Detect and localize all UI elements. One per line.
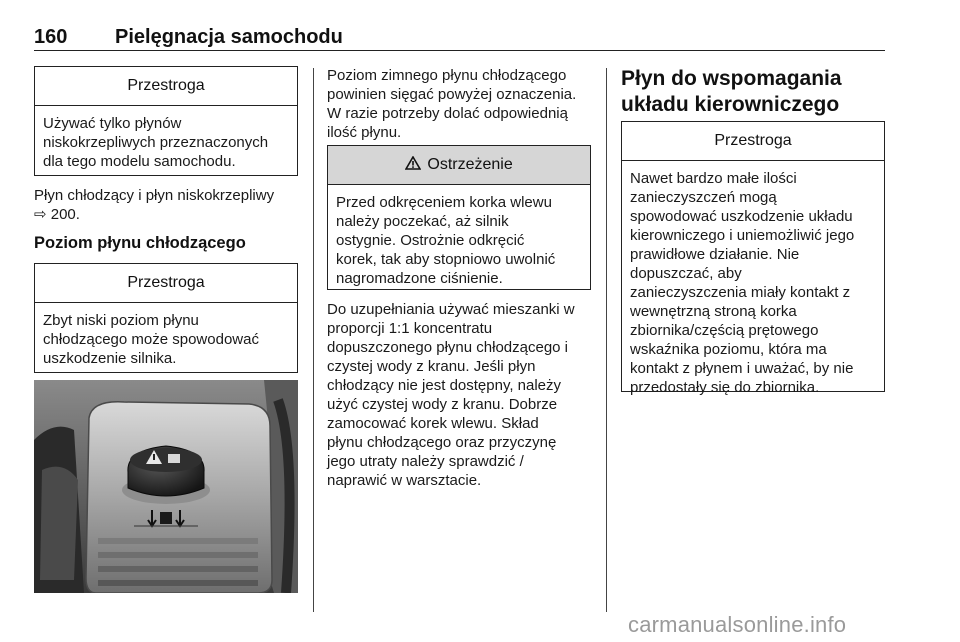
column-divider-1 bbox=[313, 68, 314, 612]
caution-line: uszkodzenie silnika. bbox=[43, 350, 177, 367]
caution-line: wskaźnika poziomu, która ma bbox=[630, 341, 827, 358]
watermark: carmanualsonline.info bbox=[628, 612, 847, 637]
paragraph-line: proporcji 1:1 koncentratu bbox=[327, 320, 493, 337]
caution-body bbox=[35, 303, 297, 368]
caution-box-coolant bbox=[34, 66, 298, 176]
coolant-mixture-paragraph bbox=[327, 300, 602, 490]
warning-line: ostygnie. Ostrożnie odkręcić bbox=[336, 232, 525, 249]
warning-line: Przed odkręceniem korka wlewu bbox=[336, 194, 552, 211]
caution-line: Używać tylko płynów bbox=[43, 115, 182, 132]
warning-body bbox=[328, 185, 590, 288]
caution-box-level bbox=[34, 263, 298, 373]
paragraph-line: czystej wody z kranu. Jeśli płyn bbox=[327, 358, 536, 375]
paragraph-line: ilość płynu. bbox=[327, 124, 402, 141]
paragraph-line: W razie potrzeby dolać odpowiednią bbox=[327, 105, 568, 122]
paragraph-line: użyć czystej wody z kranu. Dobrze bbox=[327, 396, 558, 413]
heading-line: układu kierowniczego bbox=[621, 93, 840, 116]
caution-line: przedostały się do zbiornika. bbox=[630, 379, 820, 396]
caution-body bbox=[622, 161, 884, 397]
warning-triangle-icon bbox=[405, 156, 425, 173]
page-number: 160 bbox=[34, 26, 68, 48]
paragraph-line: dopuszczonego płynu chłodzącego i bbox=[327, 339, 569, 356]
warning-line: należy poczekać, aż silnik bbox=[336, 213, 509, 230]
warning-line: nagromadzone ciśnienie. bbox=[336, 270, 503, 287]
paragraph-line: chłodzący nie jest dostępny, należy bbox=[327, 377, 562, 394]
caution-line: niskokrzepliwych przeznaczonych bbox=[43, 134, 269, 151]
paragraph-line: naprawić w warsztacie. bbox=[327, 472, 482, 489]
coolant-reference-paragraph bbox=[34, 186, 304, 224]
caution-heading: Przestroga bbox=[622, 122, 884, 161]
caution-line: zbiornika/częścią prętowego bbox=[630, 322, 819, 339]
caution-line: zanieczyszczeń mogą bbox=[630, 189, 777, 206]
coolant-reservoir-illustration bbox=[34, 380, 298, 593]
page-title: Pielęgnacja samochodu bbox=[115, 26, 343, 48]
section-subheading: Poziom płynu chłodzącego bbox=[34, 234, 246, 252]
warning-heading-text: Ostrzeżenie bbox=[427, 156, 513, 173]
caution-box-steering bbox=[621, 121, 885, 396]
section-heading-power-steering bbox=[621, 66, 885, 118]
caution-line: prawidłowe działanie. Nie bbox=[630, 246, 800, 263]
caution-line: kontakt z płynem i uważać, by nie bbox=[630, 360, 854, 377]
column-divider-2 bbox=[606, 68, 607, 612]
paragraph-line: Do uzupełniania używać mieszanki w bbox=[327, 301, 575, 318]
paragraph-line: płynu chłodzącego oraz przyczynę bbox=[327, 434, 557, 451]
paragraph-line: powinien sięgać powyżej oznaczenia. bbox=[327, 86, 577, 103]
caution-line: dla tego modelu samochodu. bbox=[43, 153, 236, 170]
paragraph-line: zamocować korek wlewu. Skład bbox=[327, 415, 539, 432]
paragraph-line: Płyn chłodzący i płyn niskokrzepliwy bbox=[34, 187, 275, 204]
caution-line: chłodzącego może spowodować bbox=[43, 331, 259, 348]
warning-line: korek, tak aby stopniowo uwolnić bbox=[336, 251, 556, 268]
coolant-level-paragraph bbox=[327, 66, 599, 142]
caution-line: kierowniczego i uniemożliwić jego bbox=[630, 227, 855, 244]
caution-heading: Przestroga bbox=[35, 264, 297, 303]
page-reference[interactable] bbox=[34, 205, 304, 224]
caution-line: wewnętrzną stroną korka bbox=[630, 303, 797, 320]
caution-body bbox=[35, 106, 297, 171]
header-rule bbox=[34, 50, 885, 51]
page-header bbox=[34, 22, 884, 50]
warning-box bbox=[327, 145, 591, 290]
page-reference-number: 200. bbox=[46, 206, 80, 223]
caution-line: Zbyt niski poziom płynu bbox=[43, 312, 199, 329]
paragraph-line: Poziom zimnego płynu chłodzącego bbox=[327, 67, 567, 84]
arrow-right-icon: ⇨ bbox=[34, 206, 47, 223]
caution-heading: Przestroga bbox=[35, 67, 297, 106]
heading-line: Płyn do wspomagania bbox=[621, 67, 842, 90]
caution-line: zanieczyszczenia miały kontakt z bbox=[630, 284, 851, 301]
caution-line: dopuszczać, aby bbox=[630, 265, 742, 282]
coolant-reservoir-photo bbox=[34, 380, 298, 593]
warning-heading bbox=[328, 146, 590, 185]
paragraph-line: jego utraty należy sprawdzić / bbox=[327, 453, 524, 470]
caution-line: spowodować uszkodzenie układu bbox=[630, 208, 853, 225]
caution-line: Nawet bardzo małe ilości bbox=[630, 170, 797, 187]
